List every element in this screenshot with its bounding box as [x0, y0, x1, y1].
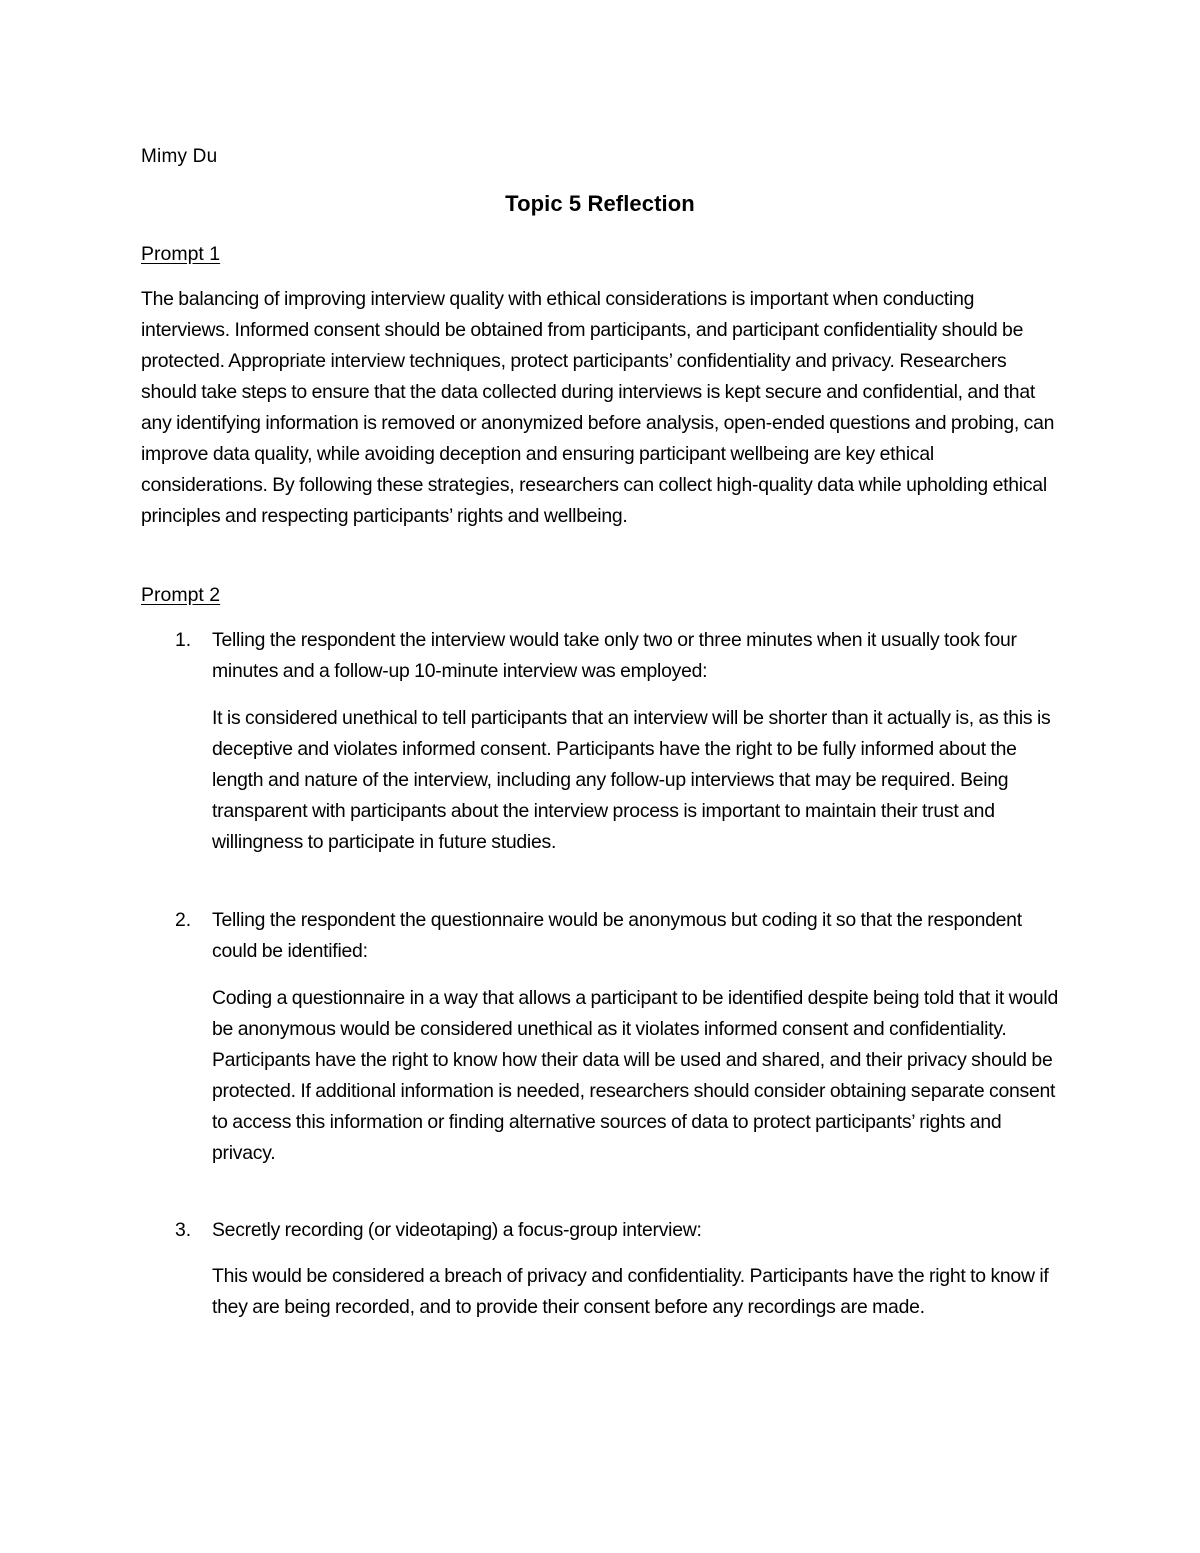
list-item-number-3: 3.	[175, 1219, 192, 1241]
list-item-response-1: It is considered unethical to tell participants that an interview will be shorter than it actually is, as this is deceptive and violates informed consent. Participants have the right to be fully informed about the length and nature of the interview, including any follow-up interviews that may be required. Being transparent with participants about the interview process is important to maintain their trust and willingness to participate in future studies.	[212, 707, 1051, 853]
prompt-2-heading: Prompt 2	[141, 584, 221, 606]
document-title: Topic 5 Reflection	[505, 191, 695, 216]
list-item-number-2: 2.	[175, 909, 192, 931]
prompt-1-heading: Prompt 1	[141, 243, 221, 265]
list-item-statement-3: Secretly recording (or videotaping) a focus-group interview:	[212, 1219, 702, 1241]
list-item-response-2: Coding a questionnaire in a way that allows a participant to be identified despite being told that it would be anonymous would be considered unethical as it violates informed consent and confidentiality. Participants have the right to know how their data will be used and shared, and their privacy should be protected. If additional information is needed, researchers should consider obtaining separate consent to access this information or finding alternative sources of data to protect participants’ rights and privacy.	[212, 987, 1059, 1164]
prompt-1-paragraph: The balancing of improving interview quality with ethical considerations is important when conducting interviews. Informed consent should be obtained from participants, and participant confidentiality should be protected. Appropriate interview techniques, protect participants’ confidentiality and privacy. Researchers should take steps to ensure that the data collected during interviews is kept secure and confidential, and that any identifying information is removed or anonymized before analysis, open-ended questions and probing, can improve data quality, while avoiding deception and ensuring participant wellbeing are key ethical considerations. By following these strategies, researchers can collect high-quality data while upholding ethical principles and respecting participants’ rights and wellbeing.	[141, 288, 1055, 527]
list-item-number-1: 1.	[175, 629, 192, 651]
author-name: Mimy Du	[141, 146, 218, 167]
list-item-response-3: This would be considered a breach of privacy and confidentiality. Participants have the right to know if they are being recorded, and to provide their consent before any recordings are made.	[212, 1265, 1049, 1318]
list-item-statement-2: Telling the respondent the questionnaire would be anonymous but coding it so that the respondent could be identified:	[212, 909, 1022, 962]
list-item-statement-1: Telling the respondent the interview would take only two or three minutes when it usually took four minutes and a follow-up 10-minute interview was employed:	[212, 629, 1017, 682]
